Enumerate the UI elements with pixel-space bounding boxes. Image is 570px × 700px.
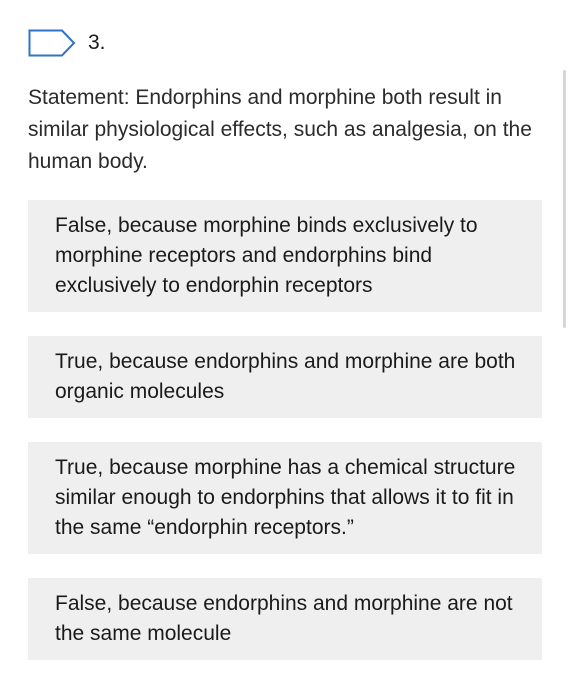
answer-choice[interactable] <box>28 442 542 554</box>
answer-choices <box>28 200 542 684</box>
scrollbar[interactable] <box>563 70 566 328</box>
question-number: 3. <box>88 31 106 54</box>
answer-choice-text: False, because morphine binds exclusively to morphine receptors and endorphins bind exclusively to endorphin receptors <box>55 214 478 297</box>
answer-choice-text: True, because endorphins and morphine are both organic molecules <box>55 350 516 403</box>
answer-choice-text: False, because endorphins and morphine are not the same molecule <box>55 592 513 645</box>
answer-choice[interactable] <box>28 578 542 660</box>
flag-outline-icon[interactable] <box>28 29 76 57</box>
answer-choice[interactable] <box>28 336 542 418</box>
answer-choice[interactable] <box>28 200 542 312</box>
question-header <box>28 29 106 57</box>
question-statement: Statement: Endorphins and morphine both result in similar physiological effects, such as analgesia, on the human body. <box>28 86 532 173</box>
answer-choice-text: True, because morphine has a chemical structure similar enough to endorphins that allows it to fit in the same “endorphin receptors.” <box>55 456 516 539</box>
